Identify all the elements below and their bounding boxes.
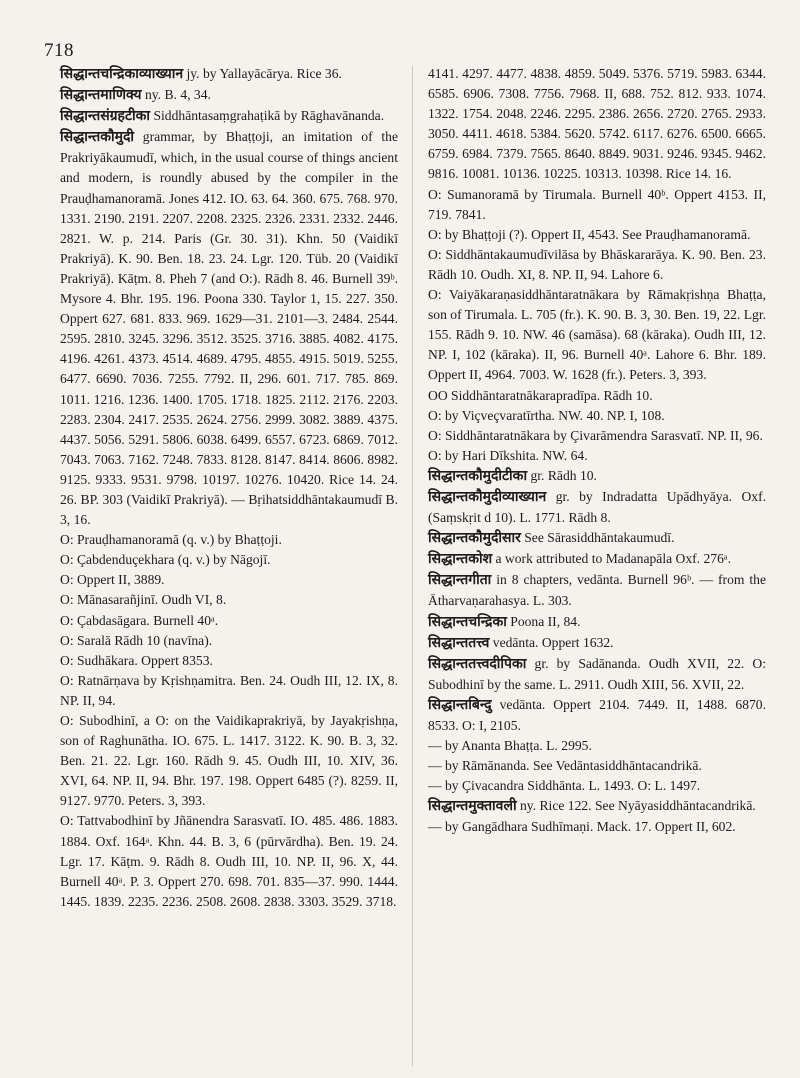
dictionary-entry (428, 528, 766, 549)
entry-text: a work attributed to Madanapāla Oxf. 276ᵃ. (492, 551, 731, 567)
entry-text: gr. Rādh 10. (527, 467, 597, 483)
entry-text: ny. Rice 122. See Nyāyasiddhāntacandrikā. (516, 798, 756, 814)
entry-text: vedānta. Oppert 1632. (489, 634, 614, 650)
entry-text: in 8 chapters, vedānta. Burnell 96ᵇ. — from the Ātharvaṇarahasya. L. 303. (428, 572, 766, 609)
entry-text: — by Gangādhara Sudhīmaṇi. Mack. 17. Oppert II, 602. (428, 819, 736, 835)
entry-text: O: Çabdasāgara. Burnell 40ᵃ. (60, 612, 219, 628)
entry-headword: सिद्धान्तकोश (428, 552, 493, 568)
dictionary-entry (428, 185, 766, 225)
dictionary-entry (428, 245, 766, 285)
entry-headword: सिद्धान्तकौमुदी (60, 130, 135, 146)
entry-text: — by Ananta Bhaṭṭa. L. 2995. (428, 738, 592, 754)
dictionary-entry (428, 570, 766, 611)
entry-text: 4141. 4297. 4477. 4838. 4859. 5049. 5376. 5719. 5983. 6344. 6585. 6906. 7308. 7756. 7968. II, 688. 752. 812. 933. 1074. 1322. 1754. 2048. 2246. 2295. 2386. 2656. 2720. 2765. 2933. 3050. 4411. 4618. 5384. 5620. 5742. 6117. 6276. 6500. 6665. 6759. 6984. 7379. 7565. 8640. 8849. 9031. 9246. 9345. 9462. 9816. 10081. 10136. 10225. 10313. 10398. Rice 14. 16. (428, 66, 766, 182)
entry-text: O: Mānasarañjinī. Oudh VI, 8. (60, 592, 227, 608)
entry-text: O: Sudhākara. Oppert 8353. (60, 652, 213, 668)
left-column (60, 64, 398, 912)
entry-text: O: Siddhāntakaumudīvilāsa by Bhāskararāya. K. 90. Ben. 23. Rādh 10. Oudh. XI, 8. NP. II, 94. Lahore 6. (428, 246, 766, 282)
entry-text: ny. B. 4, 34. (141, 87, 211, 103)
dictionary-entry (428, 796, 766, 817)
dictionary-entry (428, 695, 766, 736)
entry-text: — by Çivacandra Siddhānta. L. 1493. O: L. 1497. (428, 778, 701, 794)
entry-text: grammar, by Bhaṭṭoji, an imitation of the Prakriyākaumudī, which, in the usual course of things ancient and modern, is roundly abused by the compiler in the Prauḍhamanoramā. Jones 412. IO. 63. 64. 360. 675. 768. 970. 1331. 2190. 2191. 2207. 2208. 2325. 2326. 2331. 2332. 2446. 2821. W. p. 214. Paris (Gr. 30. 31). Khn. 50 (Vaidikī Prakriyā). K. 90. Ben. 18. 23. 24. Lgr. 120. Tüb. 20 (Vaidikī Prakriyā). Kāṭm. 8. Pheh 7 (and O:). Rādh 8. 46. Burnell 39ᵇ. Mysore 4. Bhr. 195. 196. Poona 330. Taylor 1, 15. 227. 350. Oppert 627. 681. 833. 969. 1629—31. 2101—3. 2484. 2544. 2595. 2810. 3245. 3296. 3512. 3525. 3716. 3885. 4082. 4175. 4196. 4261. 4373. 4514. 4689. 4795. 4855. 4915. 5019. 5255. 6477. 6690. 7036. 7255. 7792. II, 296. 601. 717. 785. 869. 1011. 1216. 1236. 1400. 1705. 1718. 1825. 2112. 2176. 2203. 2283. 2304. 2417. 2535. 2624. 2756. 2999. 3082. 3889. 4375. 4437. 5056. 5291. 5806. 6038. 6499. 6557. 6723. 6869. 7012. 7043. 7063. 7162. 7248. 7833. 8128. 8147. 8414. 8606. 8982. 9125. 9333. 9531. 9798. 10197. 10276. 10420. Rice 14. 24. 26. BP. 303 (Vaidikī Prakriyā). — Bṛihatsiddhāntakaumudī B. 3, 16. (60, 129, 398, 528)
dictionary-entry (428, 756, 766, 776)
dictionary-entry (428, 654, 766, 695)
dictionary-entry (428, 285, 766, 385)
column-divider (412, 66, 413, 1066)
dictionary-entry (60, 530, 398, 550)
dictionary-entry (60, 570, 398, 590)
entry-headword: सिद्धान्ततत्त्व (428, 635, 490, 651)
entry-text: O: Çabdenduçekhara (q. v.) by Nāgojī. (60, 552, 271, 568)
dictionary-entry (60, 106, 398, 127)
dictionary-entry (60, 85, 398, 106)
entry-headword: सिद्धान्तकौमुदीसार (428, 531, 521, 547)
dictionary-entry (428, 446, 766, 466)
entry-text: O: Oppert II, 3889. (60, 572, 165, 588)
dictionary-entry (428, 487, 766, 528)
dictionary-entry (428, 466, 766, 487)
dictionary-entry (60, 611, 398, 631)
dictionary-entry (60, 127, 398, 530)
dictionary-entry (428, 736, 766, 756)
entry-text: O: Tattvabodhinī by Jñānendra Sarasvatī. IO. 485. 486. 1883. 1884. Oxf. 164ᵃ. Khn. 44. B. 3, 6 (pūrvārdha). Ben. 19. 24. Lgr. 17. Kāṭm. 9. Rādh 8. Oudh III, 10. NP. II, 96. X, 44. Burnell 40ᵃ. P. 3. Oppert 270. 698. 701. 835—37. 990. 1444. 1445. 1839. 2235. 2236. 2508. 2608. 2838. 3303. 3529. 3718. (60, 813, 398, 909)
entry-headword: सिद्धान्तगीता (428, 573, 492, 589)
right-column (428, 64, 766, 838)
entry-text: O: Subodhinī, a O: on the Vaidikaprakriyā, by Jayakṛishṇa, son of Raghunātha. IO. 675. L. 1417. 3122. K. 90. B. 3, 32. Ben. 21. 22. Lgr. 160. Rādh 9. 45. Oudh III, 10. XIV, 36. XVI, 64. NP. II, 94. Bhr. 197. 198. Oppert 6485 (?). 8259. II, 9127. 9770. Peters. 3, 393. (60, 713, 398, 809)
entry-headword: सिद्धान्तमाणिक्य (60, 88, 142, 104)
entry-headword: सिद्धान्तसंग्रहटीका (60, 109, 151, 125)
dictionary-entry (428, 225, 766, 245)
entry-headword: सिद्धान्तकौमुदीटीका (428, 468, 528, 484)
page-number: 718 (44, 40, 74, 61)
dictionary-entry (60, 711, 398, 811)
entry-text: O: Siddhāntaratnākara by Çivarāmendra Sarasvatī. NP. II, 96. (428, 427, 763, 443)
entry-text: O: Prauḍhamanoramā (q. v.) by Bhaṭṭoji. (60, 532, 282, 548)
dictionary-entry (60, 550, 398, 570)
dictionary-entry (60, 651, 398, 671)
entry-text: vedānta. Oppert 2104. 7449. II, 1488. 6870. 8533. O: I, 2105. (428, 696, 766, 733)
entry-headword: सिद्धान्ततत्त्वदीपिका (428, 656, 527, 672)
entry-text: Siddhāntasaṃgrahaṭikā by Rāghavānanda. (150, 108, 385, 124)
entry-text: See Sārasiddhāntakaumudī. (520, 530, 675, 546)
dictionary-entry (428, 406, 766, 426)
entry-text: O: by Viçveçvaratīrtha. NW. 40. NP. I, 108. (428, 407, 665, 423)
entry-text: O: by Bhaṭṭoji (?). Oppert II, 4543. See Prauḍhamanoramā. (428, 226, 751, 242)
dictionary-entry (60, 64, 398, 85)
entry-text: OO Siddhāntaratnākarapradīpa. Rādh 10. (428, 387, 653, 403)
dictionary-entry (428, 776, 766, 796)
entry-text: O: Saralā Rādh 10 (navīna). (60, 632, 213, 648)
entry-text: Poona II, 84. (506, 613, 581, 629)
entry-headword: सिद्धान्तमुक्तावली (428, 799, 517, 815)
entry-text: O: Sumanoramā by Tirumala. Burnell 40ᵇ. Oppert 4153. II, 719. 7841. (428, 186, 766, 222)
entry-text: gr. by Indradatta Upādhyāya. Oxf. (Saṃskṛit d 10). L. 1771. Rādh 8. (428, 488, 766, 526)
entry-text: jy. by Yallayācārya. Rice 36. (183, 66, 342, 81)
dictionary-entry (428, 386, 766, 406)
dictionary-entry (428, 633, 766, 654)
dictionary-entry (428, 612, 766, 633)
dictionary-entry (60, 631, 398, 651)
entry-text: gr. by Sadānanda. Oudh XVII, 22. O: Subodhinī by the same. L. 2911. Oudh XIII, 56. XVII, 22. (428, 655, 766, 692)
dictionary-entry (60, 671, 398, 711)
dictionary-entry (428, 549, 766, 570)
dictionary-entry (428, 817, 766, 837)
entry-text: — by Rāmānanda. See Vedāntasiddhāntacandrikā. (428, 758, 702, 774)
entry-headword: सिद्धान्तचन्द्रिकाव्याख्यान (60, 67, 184, 82)
dictionary-entry (428, 64, 766, 185)
entry-headword: सिद्धान्तकौमुदीव्याख्यान (428, 489, 547, 505)
entry-text: O: Vaiyākaraṇasiddhāntaratnākara by Rāmakṛishṇa Bhaṭṭa, son of Tirumala. L. 705 (fr.). K. 90. B. 3, 30. Ben. 19, 22. Lgr. 155. Rādh 9. 10. NW. 46 (samāsa). 68 (kāraka). Oudh III, 12. NP. I, 102 (kāraka). II, 96. Burnell 40ᵃ. Lahore 6. Bhr. 189. Oppert II, 4964. 7003. W. 1628 (fr.). Peters. 3, 393. (428, 287, 766, 383)
entry-text: O: Ratnārṇava by Kṛishṇamitra. Ben. 24. Oudh III, 12. IX, 8. NP. II, 94. (60, 672, 398, 708)
dictionary-entry (428, 426, 766, 446)
entry-text: O: by Hari Dīkshita. NW. 64. (428, 447, 588, 463)
dictionary-entry (60, 811, 398, 911)
entry-headword: सिद्धान्तचन्द्रिका (428, 614, 507, 630)
dictionary-entry (60, 590, 398, 610)
entry-headword: सिद्धान्तबिन्दु (428, 697, 492, 713)
